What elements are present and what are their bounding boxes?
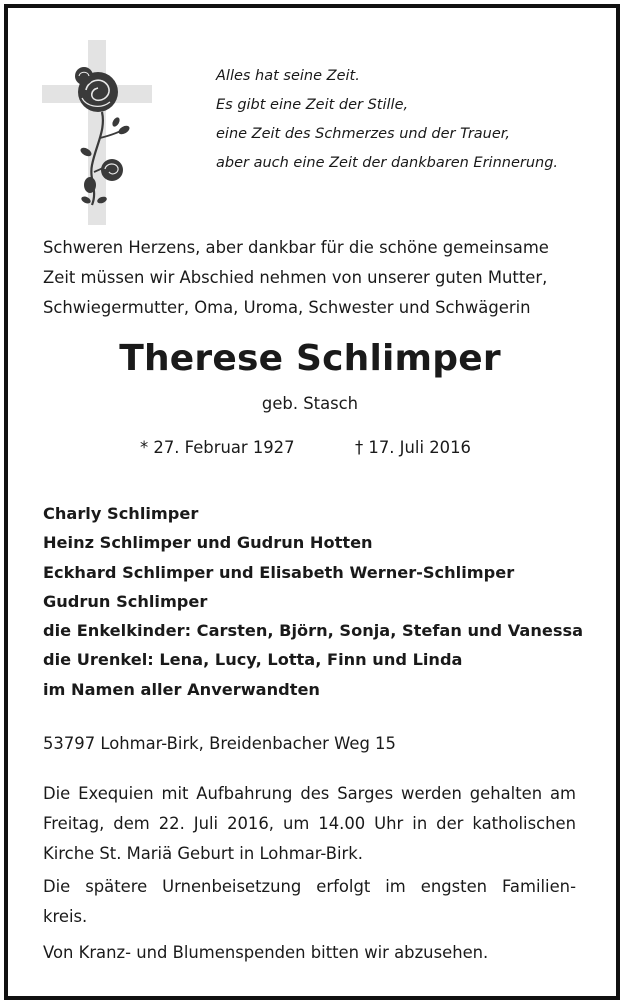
mourner-line: im Namen aller Anverwandten <box>43 679 320 699</box>
poem-line: eine Zeit des Schmerzes und der Trauer, <box>216 126 511 142</box>
notice-line: Die spätere Urnenbeisetzung erfolgt im engsten Familien- <box>43 877 576 896</box>
birth-date: * 27. Februar 1927 <box>140 438 295 457</box>
maiden-name: geb. Stasch <box>261 394 359 413</box>
mourner-line: Gudrun Schlimper <box>43 591 208 611</box>
mourner-line: Eckhard Schlimper und Elisabeth Werner-Schlimper <box>43 562 515 582</box>
mourner-line: Heinz Schlimper und Gudrun Hotten <box>43 533 373 553</box>
intro-line: Schwiegermutter, Oma, Uroma, Schwester und Schwägerin <box>43 298 531 317</box>
poem-line: aber auch eine Zeit der dankbaren Erinnerung. <box>216 155 559 171</box>
notice-line: Freitag, dem 22. Juli 2016, um 14.00 Uhr in der katholischen <box>43 814 576 833</box>
notice-line: Von Kranz- und Blumenspenden bitten wir abzusehen. <box>43 943 489 962</box>
intro-line: Zeit müssen wir Abschied nehmen von unserer guten Mutter, <box>43 268 548 287</box>
exequien-notice <box>43 779 576 869</box>
poem-quote <box>216 62 606 178</box>
poem-line: Alles hat seine Zeit. <box>216 68 360 84</box>
poem-line: Es gibt eine Zeit der Stille, <box>216 97 409 113</box>
urn-notice <box>43 872 576 932</box>
notice-line: Die Exequien mit Aufbahrung des Sarges werden gehalten am <box>43 784 576 803</box>
intro-line: Schweren Herzens, aber dankbar für die schöne gemeinsame <box>43 238 549 257</box>
deceased-name: Therese Schlimper <box>119 338 501 379</box>
intro-text <box>43 233 588 323</box>
mourner-line: die Urenkel: Lena, Lucy, Lotta, Finn und Linda <box>43 650 463 670</box>
family-address: 53797 Lohmar-Birk, Breidenbacher Weg 15 <box>43 734 396 753</box>
notice-line: kreis. <box>43 907 88 926</box>
cross-with-roses-icon <box>42 40 152 225</box>
notice-line: Kirche St. Mariä Geburt in Lohmar-Birk. <box>43 844 363 863</box>
mourners-list <box>43 499 603 704</box>
mourner-line: Charly Schlimper <box>43 504 199 523</box>
death-date: † 17. Juli 2016 <box>355 438 471 457</box>
mourner-line: die Enkelkinder: Carsten, Björn, Sonja, Stefan und Vanessa <box>43 621 584 641</box>
flowers-notice <box>43 938 576 968</box>
